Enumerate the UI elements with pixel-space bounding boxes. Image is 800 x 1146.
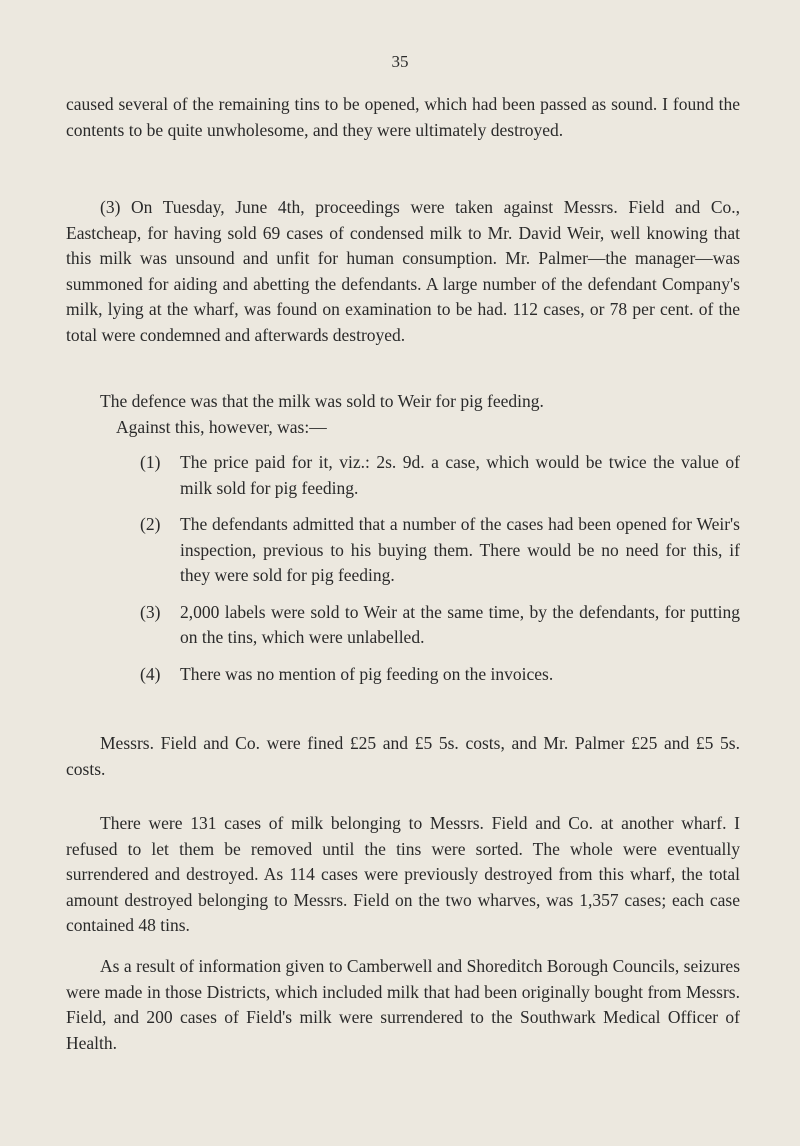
paragraph-text: There were 131 cases of milk belonging to Messrs. Field and Co. at another wharf. I refused to let them be removed until the tins were sorted. The whole were eventually surrendered and destroyed. As 114 cases were previously destroyed from this wharf, the total amount destroyed belonging to Messrs. Field on the two wharves, was 1,357 cases; each case contained 48 tins.	[66, 813, 740, 935]
list-item-number: (2)	[140, 514, 161, 534]
list-item	[66, 662, 740, 688]
paragraph-text: Messrs. Field and Co. were fined £25 and £5 5s. costs, and Mr. Palmer £25 and £5 5s. costs.	[66, 733, 740, 779]
paragraph-text: As a result of information given to Camberwell and Shoreditch Borough Councils, seizures were made in those Districts, which included milk that had been originally bought from Messrs. Field, and 200 cases of Field's milk were surrendered to the Southwark Medical Officer of Health.	[66, 956, 740, 1053]
list-item	[66, 512, 740, 589]
paragraph-seizures	[66, 954, 740, 1056]
list-item	[66, 600, 740, 651]
list-item-number: (1)	[140, 452, 161, 472]
list-item-number: (3)	[140, 601, 161, 622]
paragraph-text: (3) On Tuesday, June 4th, proceedings were taken against Messrs. Field and Co., Eastcheap, for having sold 69 cases of condensed milk to Mr. David Weir, well knowing that this milk was unsound and unfit for human consumption. Mr. Palmer—the manager—was summoned for aiding and abetting the defendants. A large number of the defendant Company's milk, lying at the wharf, was found on examination to be had. 112 cases, or 78 per cent. of the total were condemned and afterwards destroyed.	[66, 197, 740, 345]
list-item-number: (4)	[140, 663, 161, 684]
list-item-text: There was no mention of pig feeding on the invoices.	[180, 663, 554, 684]
list-item	[66, 450, 740, 501]
page-number: 35	[391, 52, 409, 71]
list-item-text: 2,000 labels were sold to Weir at the same time, by the defendants, for putting on the tins, which were unlabelled.	[180, 601, 740, 647]
paragraph-text: Against this, however, was:—	[116, 416, 327, 437]
paragraph-text: The defence was that the milk was sold to Weir for pig feeding.	[100, 391, 544, 411]
paragraph-other-wharf	[66, 811, 740, 939]
list-item-text: The defendants admitted that a number of the cases had been opened for Weir's inspection, previous to his buying them. There would be no need for this, if they were sold for pig feeding.	[180, 514, 740, 585]
paragraph-fines	[66, 731, 740, 782]
paragraph-text: caused several of the remaining tins to be opened, which had been passed as sound. I found the contents to be quite unwholesome, and they were ultimately destroyed.	[66, 94, 740, 140]
numbered-list	[66, 450, 740, 687]
paragraph-defence	[66, 389, 740, 440]
paragraph-intro	[66, 92, 740, 143]
list-item-text: The price paid for it, viz.: 2s. 9d. a case, which would be twice the value of milk sold for pig feeding.	[180, 452, 740, 498]
paragraph-proceedings	[66, 195, 740, 348]
